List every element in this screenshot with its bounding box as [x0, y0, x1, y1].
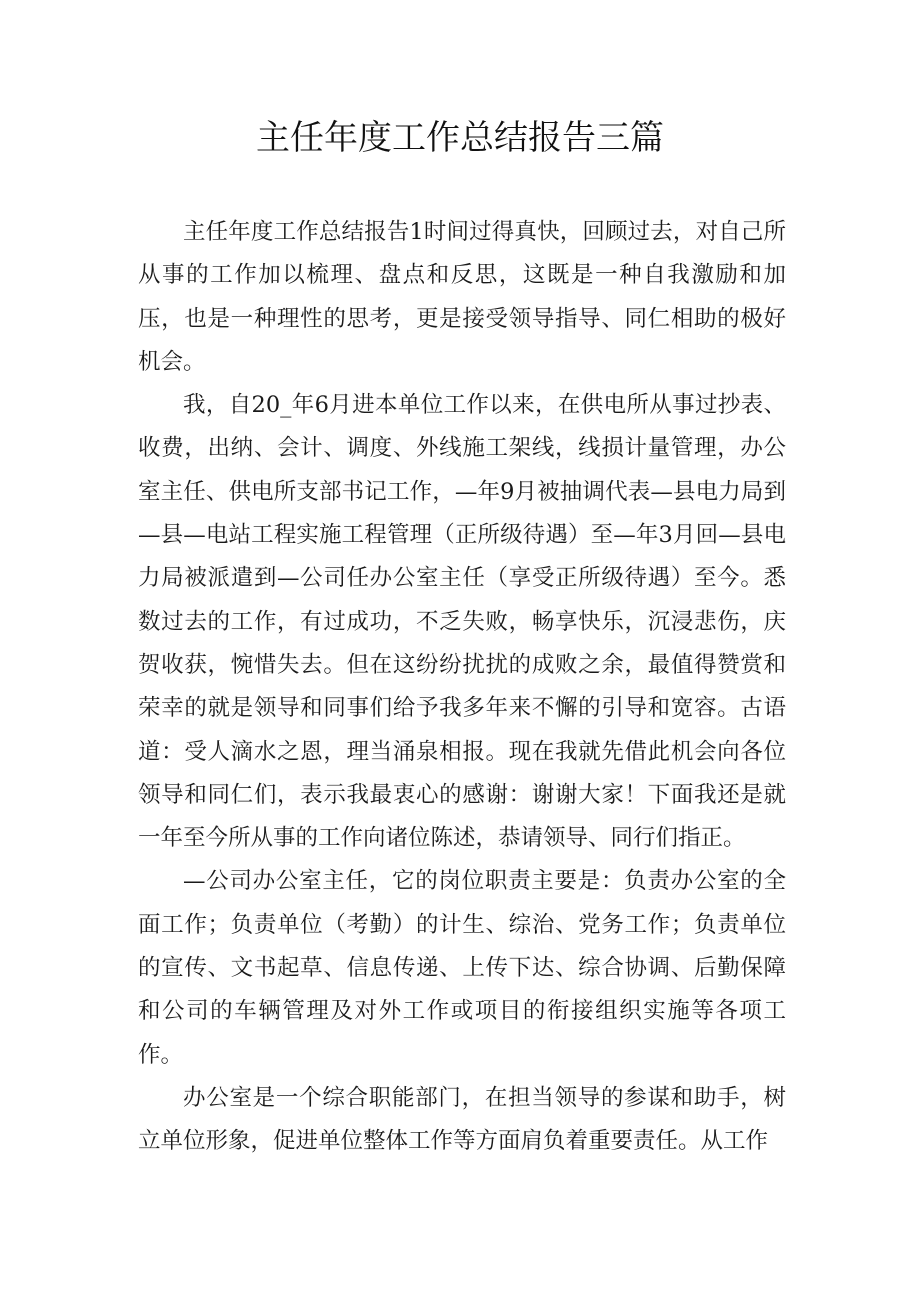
document-title: 主任年度工作总结报告三篇 — [256, 118, 664, 158]
document-body — [138, 211, 786, 1164]
paragraph-office-role: 办公室是一个综合职能部门，在担当领导的参谋和助手，树立单位形象，促进单位整体工作等方面肩负着重要责任。从工作 — [138, 1084, 786, 1155]
paragraph-duties: —公司办公室主任，它的岗位职责主要是：负责办公室的全面工作；负责单位（考勤）的计生、综治、党务工作；负责单位的宣传、文书起草、信息传递、上传下达、综合协调、后勤保障和公司的车辆管理及对外工作或项目的衔接组织实施等各项工作。 — [138, 868, 786, 1068]
paragraph-career: 我，自20_年6月进本单位工作以来，在供电所从事过抄表、收费，出纳、会计、调度、外线施工架线，线损计量管理，办公室主任、供电所支部书记工作，—年9月被抽调代表—县电力局到—县—电站工程实施工程管理（正所级待遇）至—年3月回—县电力局被派遣到—公司任办公室主任（享受正所级待遇）至今。悉数过去的工作，有过成功，不乏失败，畅享快乐，沉浸悲伤，庆贺收获，惋惜失去。但在这纷纷扰扰的成败之余，最值得赞赏和荣幸的就是领导和同事们给予我多年来不懈的引导和宽容。古语道：受人滴水之恩，理当涌泉相报。现在我就先借此机会向各位领导和同仁们，表示我最衷心的感谢：谢谢大家！下面我还是就一年至今所从事的工作向诸位陈述，恭请领导、同行们指正。 — [138, 392, 786, 852]
paragraph-intro: 主任年度工作总结报告1时间过得真快，回顾过去，对自己所从事的工作加以梳理、盘点和反思，这既是一种自我激励和加压，也是一种理性的思考，更是接受领导指导、同仁相助的极好机会。 — [138, 219, 786, 375]
